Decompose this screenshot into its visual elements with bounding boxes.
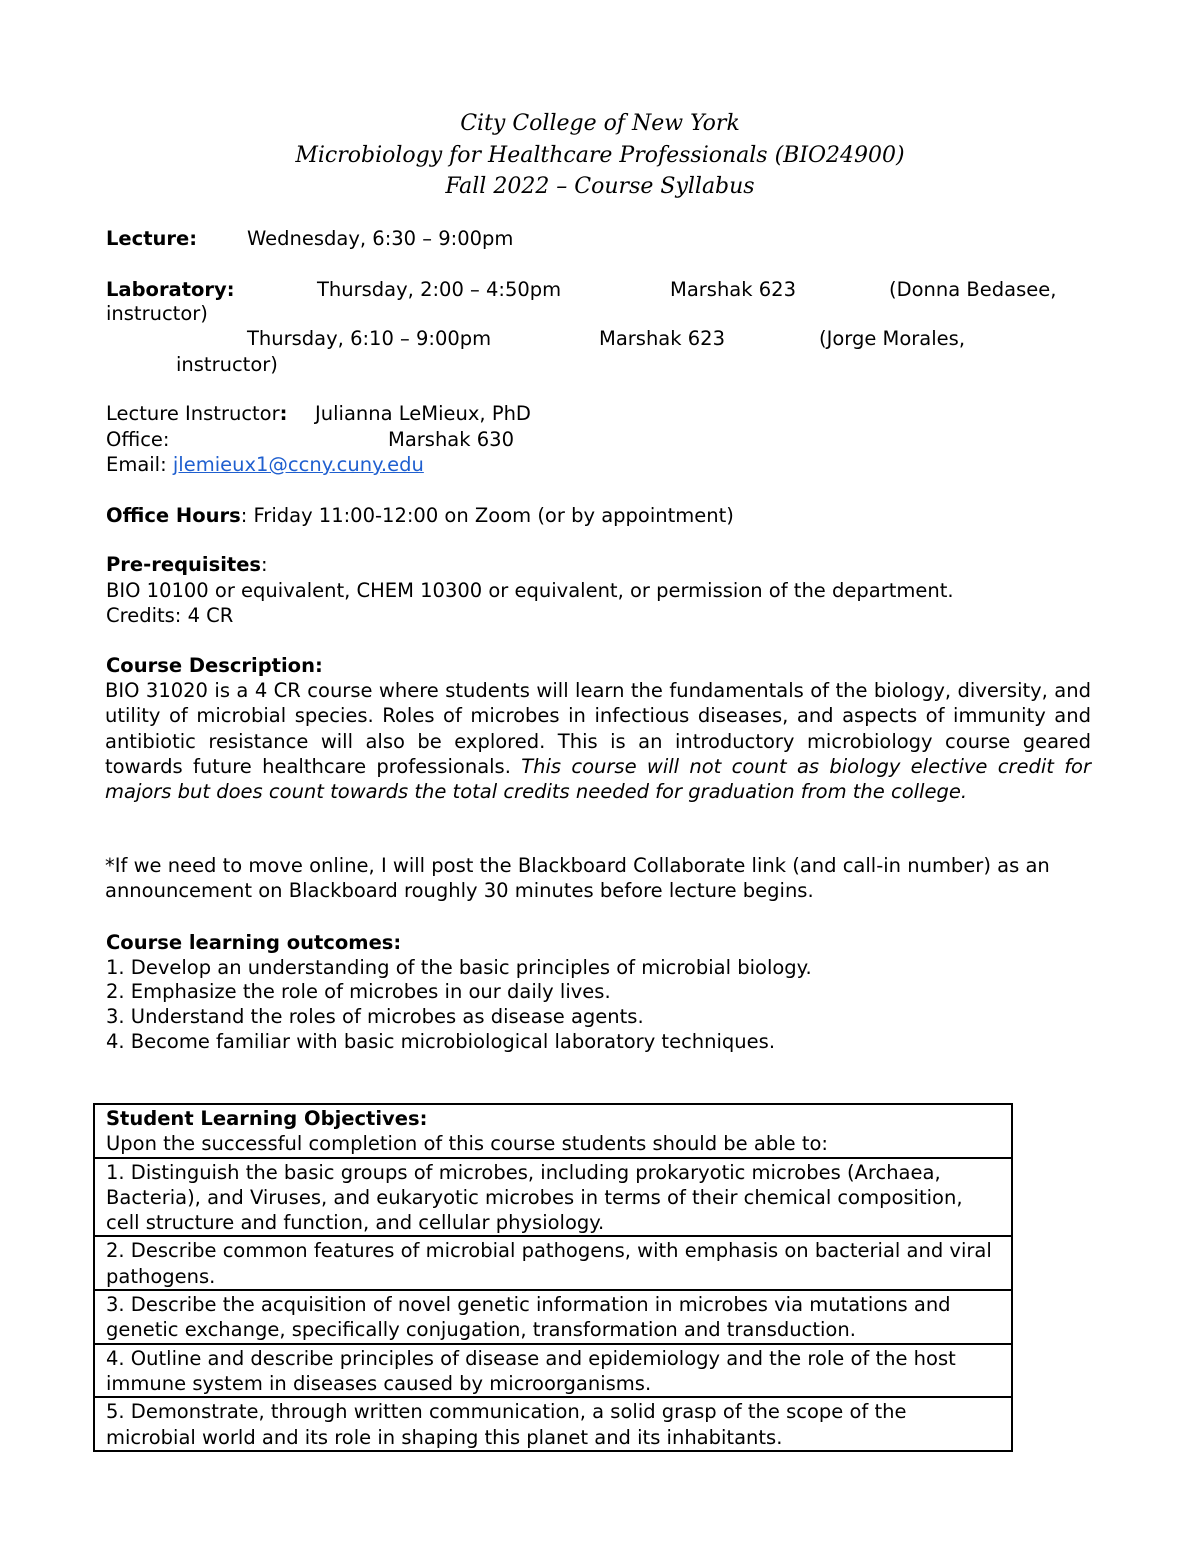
table-row <box>94 1290 1012 1344</box>
lab-session-2-room: Marshak 623 <box>599 327 725 350</box>
credits: Credits: 4 CR <box>106 604 234 627</box>
office-label: Office: <box>106 428 170 451</box>
objectives-header-cell <box>94 1104 1012 1158</box>
lab-session-2-instructor: (Jorge Morales, <box>819 327 966 350</box>
outcome-item: 3. Understand the roles of microbes as disease agents. <box>106 1005 644 1028</box>
institution-title: City College of New York <box>460 111 740 136</box>
email-label: Email: <box>106 453 167 476</box>
objective-cell: 4. Outline and describe principles of disease and epidemiology and the role of the host immune system in diseases caused by microorganisms. <box>94 1344 1012 1398</box>
lecture-time: Wednesday, 6:30 – 9:00pm <box>247 227 514 250</box>
lab-session-1-instructor-cont: instructor) <box>106 302 208 325</box>
office-room: Marshak 630 <box>388 428 514 451</box>
learning-objectives-table <box>93 1103 1013 1452</box>
course-description-heading: Course Description: <box>106 654 323 677</box>
office-hours-label: Office Hours <box>106 504 241 527</box>
course-description-body: BIO 31020 is a 4 CR course where students will learn the fundamentals of the biology, diversity, and utility of microbial species. Roles of microbes in infectious diseases, and aspects of immunity and antibiotic resistance will also be explored. This is an introductory microbiology course geared towards future healthcare professionals. This course will not count as biology elective credit for majors but does count towards the total credits needed for graduation from the college. <box>105 679 1092 804</box>
outcome-item: 2. Emphasize the role of microbes in our daily lives. <box>106 980 611 1003</box>
table-row <box>94 1344 1012 1398</box>
office-hours-text: : Friday 11:00-12:00 on Zoom (or by appointment) <box>240 504 734 527</box>
laboratory-label: Laboratory: <box>106 278 235 301</box>
objective-cell: 3. Describe the acquisition of novel genetic information in microbes via mutations and genetic exchange, specifically conjugation, transformation and transduction. <box>94 1290 1012 1344</box>
objectives-intro: Upon the successful completion of this course students should be able to: <box>106 1132 828 1156</box>
lab-session-2-time: Thursday, 6:10 – 9:00pm <box>247 327 492 350</box>
objective-cell: 2. Describe common features of microbial pathogens, with emphasis on bacterial and viral pathogens. <box>94 1236 1012 1290</box>
table-row <box>94 1236 1012 1290</box>
table-row <box>94 1104 1012 1158</box>
prerequisites-heading: Pre-requisites: <box>106 553 268 576</box>
objectives-heading: Student Learning Objectives: <box>106 1107 428 1130</box>
outcome-item: 1. Develop an understanding of the basic principles of microbial biology. <box>106 956 812 979</box>
table-row <box>94 1158 1012 1237</box>
email-link[interactable]: jlemieux1@ccny.cuny.edu <box>172 453 424 476</box>
objective-cell: 5. Demonstrate, through written communication, a solid grasp of the scope of the microbial world and its role in shaping this planet and its inhabitants. <box>94 1397 1012 1451</box>
email-line <box>106 452 424 477</box>
outcome-item: 4. Become familiar with basic microbiological laboratory techniques. <box>106 1030 776 1053</box>
lab-session-2-instructor-cont: instructor) <box>176 353 278 376</box>
lecture-label: Lecture: <box>106 227 198 250</box>
lab-session-1-time: Thursday, 2:00 – 4:50pm <box>317 278 562 301</box>
lecture-instructor-label: Lecture Instructor: <box>106 402 288 425</box>
online-note: *If we need to move online, I will post the Blackboard Collaborate link (and call-in number) as an announcement on Blackboard roughly 30 minutes before lecture begins. <box>105 854 1050 903</box>
lab-session-1-room: Marshak 623 <box>670 278 796 301</box>
lecture-instructor-name: Julianna LeMieux, PhD <box>315 402 531 425</box>
learning-outcomes-heading: Course learning outcomes: <box>106 931 402 954</box>
table-row <box>94 1397 1012 1451</box>
objective-cell: 1. Distinguish the basic groups of microbes, including prokaryotic microbes (Archaea, Bacteria), and Viruses, and eukaryotic microbes in terms of their chemical composition, cell structure and function, and cellular physiology. <box>94 1158 1012 1237</box>
syllabus-term: Fall 2022 – Course Syllabus <box>445 174 755 199</box>
office-hours <box>106 503 734 528</box>
prerequisites-text: BIO 10100 or equivalent, CHEM 10300 or equivalent, or permission of the department. <box>106 579 954 602</box>
course-title: Microbiology for Healthcare Professionals (BIO24900) <box>295 143 905 168</box>
course-description-italic: This course will not count as biology elective credit for majors but does count towards the total credits needed for graduation from the college. <box>105 754 1092 804</box>
lab-session-1-instructor: (Donna Bedasee, <box>889 278 1057 301</box>
